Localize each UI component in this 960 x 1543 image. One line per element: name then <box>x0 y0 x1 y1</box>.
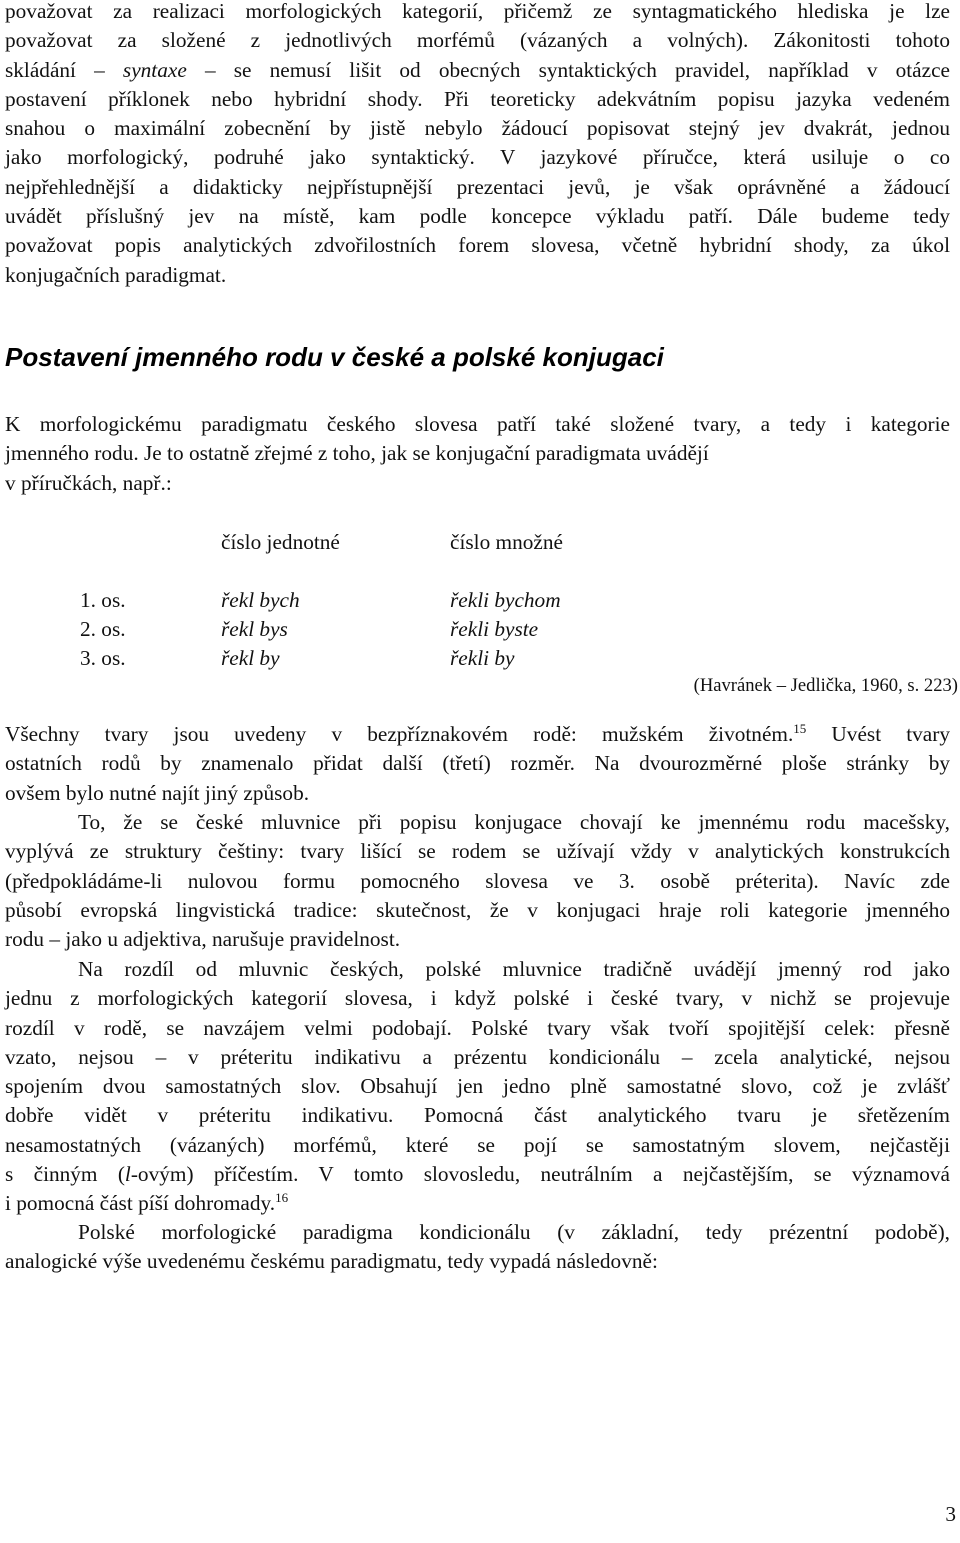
text-line: rozdíl v rodě, se navzájem velmi podobají. Polské tvary však tvoří spojitější celek: přesně <box>5 1015 950 1040</box>
text-line: rodu – jako u adjektiva, narušuje pravidelnost. <box>5 927 401 952</box>
row-person: 3. os. <box>80 646 126 670</box>
paragraph-top <box>5 0 950 290</box>
text-line <box>5 1160 950 1189</box>
text-line: analogické výše uvedenému českému paradigmatu, tedy vypadá následovně: <box>5 1249 658 1274</box>
text-line: jednu z morfologických kategorií slovesa, i když polské i české tvary, v nichž se projevuje <box>5 986 950 1011</box>
text-run: Uvést tvary <box>806 722 950 746</box>
text-line: vyplývá ze struktury češtiny: tvary lišící se rodem se užívají vždy v analytických konstrukcích <box>5 839 950 864</box>
text-line <box>5 1189 950 1218</box>
text-line: považovat za složené z jednotlivých morfémů (vázaných a volných). Zákonitosti tohoto <box>5 28 950 53</box>
text-line <box>5 56 950 85</box>
row-person: 1. os. <box>80 588 126 612</box>
text-line: považovat za realizaci morfologických kategorií, přičemž ze syntagmatického hlediska je lze <box>5 0 950 23</box>
paragraph-polish <box>5 955 950 1219</box>
text-line: uvádět příslušný jev na místě, kam podle koncepce výkladu patří. Dále budeme tedy <box>5 204 950 229</box>
text-line: konjugačních paradigmat. <box>5 262 227 287</box>
text-line: Polské morfologické paradigma kondicionálu (v základní, tedy prézentní podobě), <box>78 1220 950 1244</box>
row-person: 2. os. <box>80 617 126 641</box>
cell-plural: řekli bychom <box>450 588 561 612</box>
text-line: vzato, nejsou – v préteritu indikativu a prézentu kondicionálu – zcela analytické, nejsou <box>5 1044 950 1069</box>
text-line: snahou o maximální zobecnění by jistě nebylo žádoucí popisovat stejný jev dvakrát, jednou <box>5 116 950 141</box>
cell-singular: řekl bys <box>221 617 288 641</box>
text-line: ovšem bylo nutné najít jiný způsob. <box>5 780 310 805</box>
page-number: 3 <box>945 1502 956 1526</box>
cell-singular: řekl by <box>221 646 280 670</box>
cell-singular: řekl bych <box>221 588 300 612</box>
text-line: postavení příklonek nebo hybridní shody. Při teoreticky adekvátním popisu jazyka vedeném <box>5 86 950 111</box>
text-line: nejpřehlednější a didakticky nejpřístupnější prezentaci jevů, je však oprávněné a žádoucí <box>5 174 950 199</box>
text-line: K morfologickému paradigmatu českého slovesa patří také složené tvary, a tedy i kategorie <box>5 412 950 436</box>
column-header-plural: číslo množné <box>450 530 563 554</box>
footnote-ref-16: 16 <box>275 1190 289 1206</box>
text-line: Na rozdíl od mluvnic českých, polské mluvnice tradičně uvádějí jmenný rod jako <box>78 957 950 981</box>
cell-plural: řekli by <box>450 646 515 670</box>
paragraph-czech <box>5 808 950 954</box>
text-line <box>5 720 950 749</box>
section-heading: Postavení jmenného rodu v české a polské konjugaci <box>5 342 664 372</box>
cell-plural: řekli byste <box>450 617 539 641</box>
emphasis-l: l <box>124 1162 131 1187</box>
emphasis-syntaxe: syntaxe <box>122 57 187 82</box>
paragraph-last <box>5 1218 950 1277</box>
text-run: skládání – <box>5 57 123 82</box>
text-run: i pomocná část píší dohromady. <box>5 1191 276 1216</box>
citation: (Havránek – Jedlička, 1960, s. 223) <box>693 675 958 696</box>
footnote-ref-15: 15 <box>793 720 807 736</box>
text-line: To, že se české mluvnice při popisu konjugace chovají ke jmennému rodu macešsky, <box>78 810 950 834</box>
text-line: jako morfologický, podruhé jako syntaktický. V jazykové příručce, která usiluje o co <box>5 145 950 170</box>
paragraph-intro <box>5 410 950 498</box>
text-line: jmenného rodu. Je to ostatně zřejmé z toho, jak se konjugační paradigmata uvádějí <box>5 441 709 466</box>
text-line: (předpokládáme-li nulovou formu pomocného slovesa ve 3. osobě préterita). Navíc zde <box>5 868 950 893</box>
text-run: – se nemusí lišit od obecných syntaktických pravidel, například v otázce <box>186 57 950 82</box>
text-run: s činným ( <box>5 1162 125 1187</box>
text-line: spojením dvou samostatných slov. Obsahují jen jedno plně samostatné slovo, což je zvlášť <box>5 1074 950 1099</box>
text-line: ostatních rodů by znamenalo přidat další (třetí) rozměr. Na dvourozměrné ploše stránky by <box>5 751 950 776</box>
text-line: působí evropská lingvistická tradice: skutečnost, že v konjugaci hraje roli kategorie jmenného <box>5 897 950 922</box>
text-line: v příručkách, např.: <box>5 470 172 495</box>
text-line: nesamostatných (vázaných) morfémů, které se pojí se samostatným slovem, nejčastěji <box>5 1132 950 1157</box>
paragraph-forms <box>5 720 950 808</box>
text-run: -ovým) příčestím. V tomto slovosledu, neutrálním a nejčastějším, se významová <box>130 1162 950 1187</box>
column-header-singular: číslo jednotné <box>221 530 340 554</box>
text-run: Všechny tvary jsou uvedeny v bezpříznakovém rodě: mužském životném. <box>5 722 794 746</box>
text-line: považovat popis analytických zdvořilostních forem slovesa, včetně hybridní shody, za úkol <box>5 233 950 258</box>
text-line: dobře vidět v préteritu indikativu. Pomocná část analytického tvaru je sřetězením <box>5 1103 950 1128</box>
